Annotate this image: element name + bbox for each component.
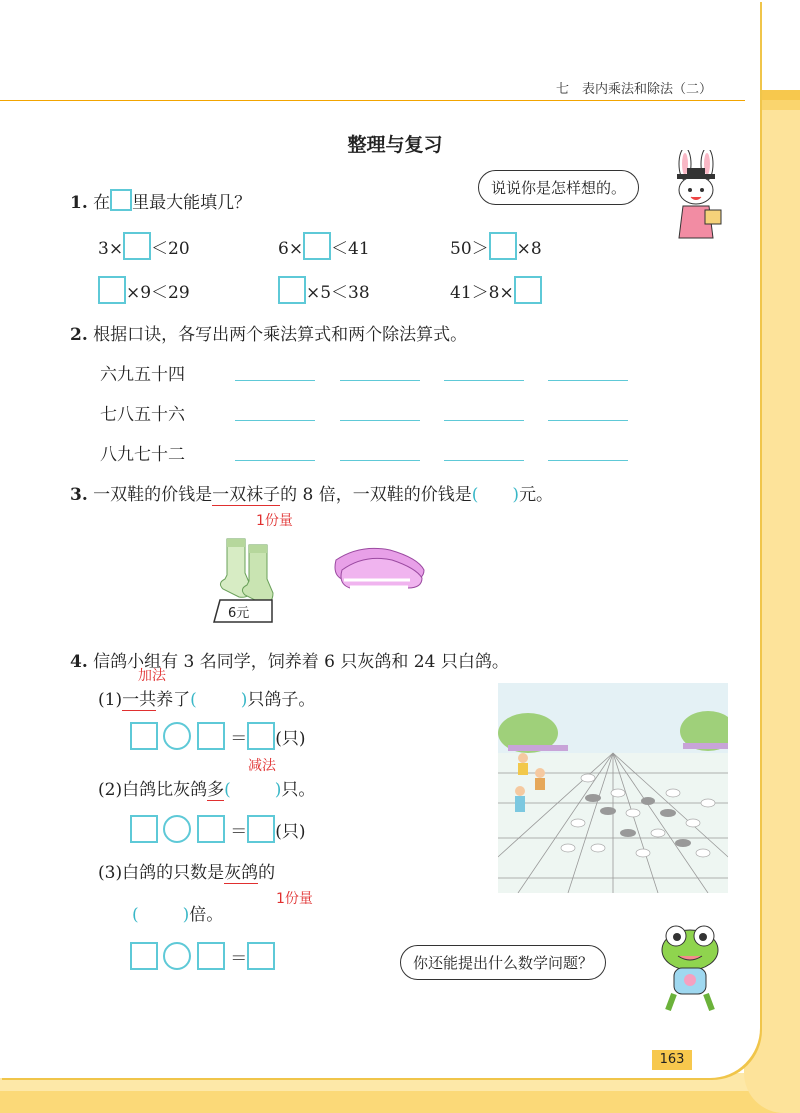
answer-box[interactable]	[278, 276, 306, 304]
answer-box[interactable]	[130, 815, 158, 843]
question-1-stem: 1. 在 里最大能填几？	[70, 188, 251, 213]
q1-expr-4: ×9＜29	[98, 276, 190, 304]
chapter-header: 七 表内乘法和除法（二）	[555, 82, 712, 97]
answer-box-sample	[110, 189, 132, 211]
answer-line[interactable]	[340, 460, 420, 461]
answer-line[interactable]	[340, 380, 420, 381]
question-2-number: 2.	[70, 325, 88, 345]
answer-box[interactable]	[197, 942, 225, 970]
rabbit-speech-text: 说说你是怎样想的。	[491, 179, 627, 197]
answer-line[interactable]	[444, 460, 524, 461]
sock-price: 6元	[228, 606, 250, 621]
q4-1-annotation: 加法	[138, 668, 166, 684]
question-4-stem: 4. 信鸽小组有 3 名同学，饲养着 6 只灰鸽和 24 只白鸽。	[70, 652, 509, 672]
rabbit-speech-bubble	[478, 170, 639, 205]
frog-icon	[650, 920, 730, 1015]
answer-box[interactable]	[197, 815, 225, 843]
q4-part-3: (3)白鸽的只数是灰鸽的	[98, 863, 276, 883]
question-1-number: 1.	[70, 193, 88, 213]
question-3-stem: 3. 一双鞋的价钱是一双袜子的 8 倍，一双鞋的价钱是( )元。	[70, 485, 554, 505]
q4-2-annotation: 减法	[248, 758, 276, 774]
answer-line[interactable]	[444, 420, 524, 421]
q3-annotation: 1份量	[256, 513, 293, 529]
answer-line[interactable]	[548, 380, 628, 381]
q2-rhyme-2: 七八五十六	[100, 405, 185, 425]
answer-box[interactable]	[247, 722, 275, 750]
q1-expr-3: 50＞ ×8	[450, 232, 542, 260]
answer-box[interactable]	[197, 722, 225, 750]
q4-part-1: (1)一共养了( )只鸽子。	[98, 690, 316, 710]
answer-box[interactable]	[514, 276, 542, 304]
q2-rhyme-1: 六九五十四	[100, 365, 185, 385]
q4-3-equation: ＝	[130, 942, 275, 970]
q1-expr-6: 41＞8×	[450, 276, 542, 304]
pigeon-square-illustration	[498, 683, 728, 893]
header-divider	[0, 100, 745, 101]
q1-expr-1: 3× ＜20	[98, 232, 190, 260]
answer-box[interactable]	[489, 232, 517, 260]
question-4-number: 4.	[70, 652, 88, 672]
answer-box[interactable]	[130, 942, 158, 970]
q4-1-equation: ＝ (只)	[130, 722, 305, 750]
underlined-socks: 一双袜子	[212, 485, 281, 505]
answer-line[interactable]	[235, 460, 315, 461]
answer-box[interactable]	[247, 815, 275, 843]
answer-box[interactable]	[130, 722, 158, 750]
question-2-stem: 2. 根据口诀，各写出两个乘法算式和两个除法算式。	[70, 325, 468, 345]
q1-expr-5: ×5＜38	[278, 276, 370, 304]
q4-part-2: (2)白鸽比灰鸽多( )只。	[98, 780, 316, 800]
operator-circle[interactable]	[163, 942, 191, 970]
q4-2-equation: ＝ (只)	[130, 815, 305, 843]
answer-box[interactable]	[303, 232, 331, 260]
frog-speech-bubble	[400, 945, 606, 980]
shoes-icon	[330, 540, 430, 590]
q4-3-annotation: 1份量	[276, 891, 313, 907]
question-3-number: 3.	[70, 485, 88, 505]
q1-expr-2: 6× ＜41	[278, 232, 370, 260]
answer-line[interactable]	[235, 380, 315, 381]
operator-circle[interactable]	[163, 722, 191, 750]
answer-box[interactable]	[247, 942, 275, 970]
q4-part-3-answer: ( )倍。	[132, 905, 224, 925]
rabbit-teacher-icon	[665, 150, 735, 245]
answer-line[interactable]	[548, 420, 628, 421]
page-stack-bottom-edge	[0, 1091, 800, 1113]
page-title: 整理与复习	[347, 134, 443, 156]
frog-speech-text: 你还能提出什么数学问题？	[413, 954, 594, 972]
answer-line[interactable]	[235, 420, 315, 421]
answer-box[interactable]	[123, 232, 151, 260]
q2-rhyme-3: 八九七十二	[100, 445, 185, 465]
page-number: 163	[652, 1050, 692, 1070]
answer-line[interactable]	[444, 380, 524, 381]
answer-line[interactable]	[340, 420, 420, 421]
operator-circle[interactable]	[163, 815, 191, 843]
answer-box[interactable]	[98, 276, 126, 304]
answer-line[interactable]	[548, 460, 628, 461]
